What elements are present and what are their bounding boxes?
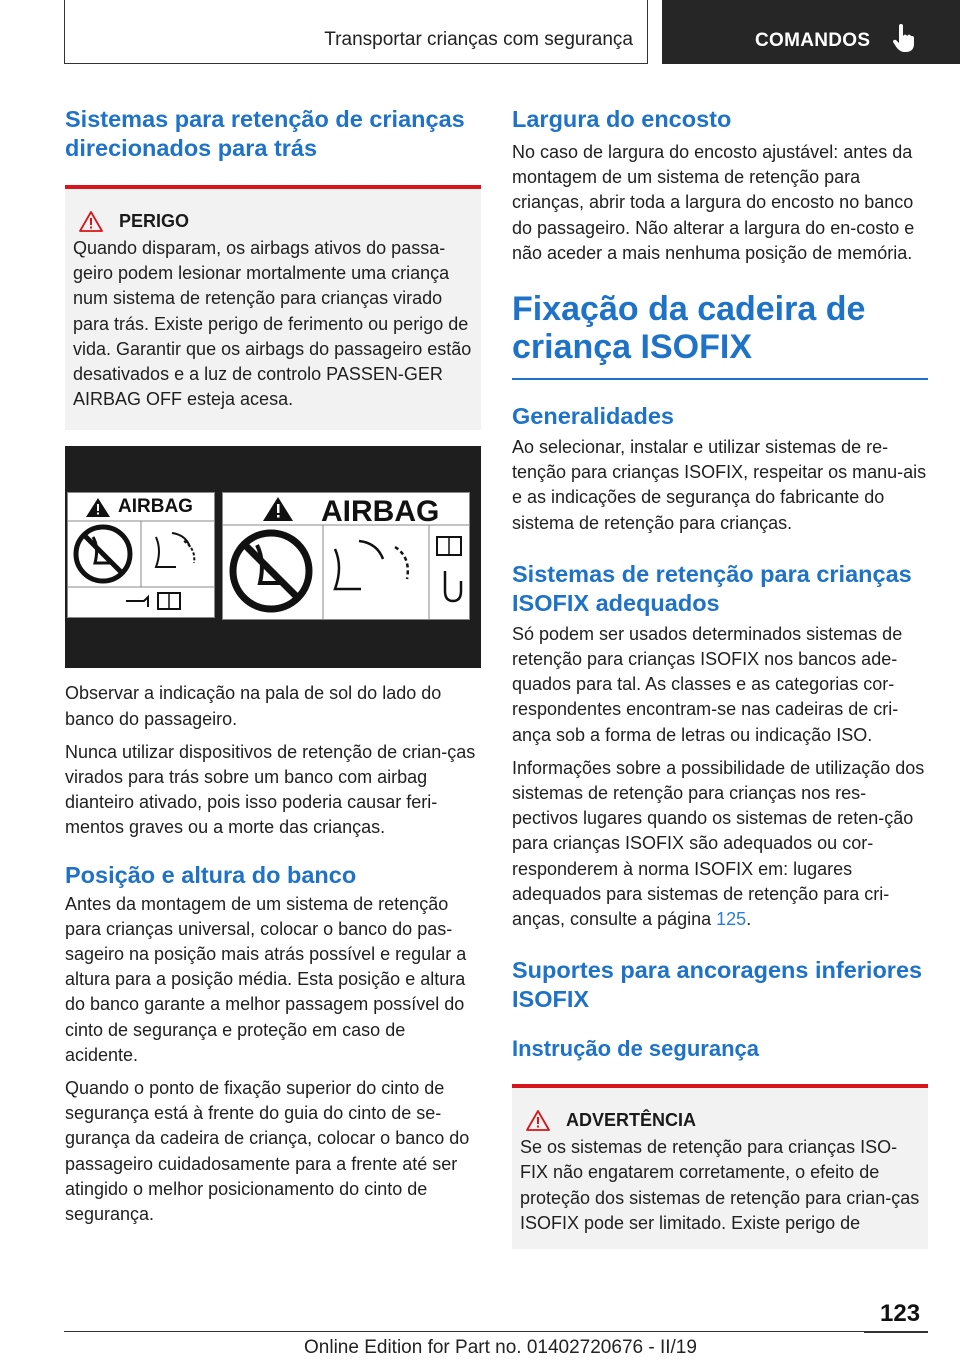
- caution-warning-title: ADVERTÊNCIA: [566, 1110, 697, 1131]
- paragraph-isofix-info-end: .: [746, 909, 752, 930]
- section-heading-rear-facing: Sistemas para retenção de crianças direcionados para trás: [65, 106, 465, 161]
- page-number: 123: [880, 1300, 921, 1327]
- header-chapter-box: [64, 0, 648, 64]
- paragraph-general: Ao selecionar, instalar e utilizar sistemas de re-tenção para crianças ISOFIX, respeitar os manu-ais e as indicações de segurança do fabricante do sistema de retenção para crianças.: [512, 437, 927, 533]
- section-heading-seat-position: Posição e altura do banco: [65, 861, 357, 888]
- chapter-heading-isofix: Fixação da cadeira de criança ISOFIX: [512, 290, 866, 367]
- heading-underline: [512, 378, 928, 380]
- airbag-warning-figure: [65, 446, 481, 668]
- caution-warning-text: Se os sistemas de retenção para crianças ISO-FIX não engatarem corretamente, o efeito de proteção dos sistemas de retenção para crian-ças ISOFIX pode ser limitado. Existe perigo de: [520, 1137, 920, 1233]
- warning-triangle-icon: [526, 1110, 550, 1131]
- subsection-heading-safety: Instrução de segurança: [512, 1036, 759, 1062]
- left-column: [65, 100, 481, 1227]
- hand-pointer-icon: [892, 24, 916, 54]
- section-heading-suitable-isofix: Sistemas de retenção para crianças ISOFIX adequados: [512, 560, 912, 616]
- airbag-sticker-small: [67, 492, 215, 618]
- danger-warning-box: [65, 185, 481, 430]
- paragraph-backrest-width: No caso de largura do encosto ajustável: antes da montagem de um sistema de retenção para crianças, abrir toda a largura do encosto no banco do passageiro. Não alterar a largura do en-costo e não aceder a mais nenhuma posição de memória.: [512, 142, 915, 263]
- page-link-125[interactable]: 125: [716, 909, 747, 930]
- airbag-label-small: AIRBAG: [118, 496, 193, 518]
- header-section-tab[interactable]: [662, 0, 960, 64]
- warning-triangle-icon: [79, 211, 103, 232]
- danger-warning-text: Quando disparam, os airbags ativos do passa-geiro podem lesionar mortalmente uma criança num sistema de retenção para crianças virado para trás. Existe perigo de ferimento ou perigo de vida. Garantir que os airbags do passageiro estão desativados e a luz de controlo PASSEN-GER AIRBAG OFF esteja acesa.: [73, 238, 472, 410]
- paragraph-sun-visor: Observar a indicação na pala de sol do lado do banco do passageiro.: [65, 683, 442, 729]
- right-column: [512, 100, 928, 1249]
- footer-divider: [64, 1331, 864, 1332]
- section-heading-lower-anchorages: Suportes para ancoragens inferiores ISOFIX: [512, 957, 923, 1013]
- paragraph-suitable-isofix: Só podem ser usados determinados sistemas de retenção para crianças ISOFIX nos bancos ade-quados para tal. As classes e as categorias cor-respondentes encontram-se nas cadeiras de cri-ança sob a forma de letras ou indicação ISO.: [512, 623, 903, 745]
- airbag-sticker-large: [222, 492, 470, 620]
- header-chapter-title: Transportar crianças com segurança: [324, 29, 633, 50]
- paragraph-belt-anchor: Quando o ponto de fixação superior do cinto de segurança está à frente do guia do cinto de se-gurança da cadeira de criança, colocar o banco do passageiro cuidadosamente para a frente até ser atingido o melhor posicionamento do cinto de segurança.: [65, 1078, 470, 1225]
- paragraph-never-use: Nunca utilizar dispositivos de retenção de crian-ças virados para trás sobre um banco com airbag dianteiro ativado, pois isso poderia causar feri-mentos graves ou a morte das crianças.: [65, 741, 476, 838]
- airbag-label-large: AIRBAG: [321, 495, 440, 529]
- paragraph-isofix-info: [512, 756, 928, 932]
- caution-warning-box: [512, 1084, 928, 1249]
- footer-divider-short: [864, 1331, 928, 1333]
- paragraph-seat-position: Antes da montagem de um sistema de retenção para crianças universal, colocar o banco do pas-sageiro na posição mais atrás possível e regular a altura para a posição média. Esta posição e altura do banco garante a melhor passagem possível do cinto de segurança e proteção em caso de acidente.: [65, 893, 467, 1065]
- paragraph-isofix-info-text: Informações sobre a possibilidade de utilização dos sistemas de retenção para crianças nos res-pectivos lugares quando os sistemas de reten-ção para crianças ISOFIX são adequados ou cor-responderem à norma ISOFIX em: lugares adequados para sistemas de retenção para cri-anças, consulte a página: [512, 757, 925, 930]
- footer-edition: Online Edition for Part no. 01402720676 - II/19: [304, 1337, 697, 1358]
- section-heading-general: Generalidades: [512, 403, 674, 430]
- section-heading-backrest-width: Largura do encosto: [512, 106, 732, 132]
- header-section-label: COMANDOS: [755, 30, 871, 51]
- danger-warning-title: PERIGO: [119, 211, 190, 231]
